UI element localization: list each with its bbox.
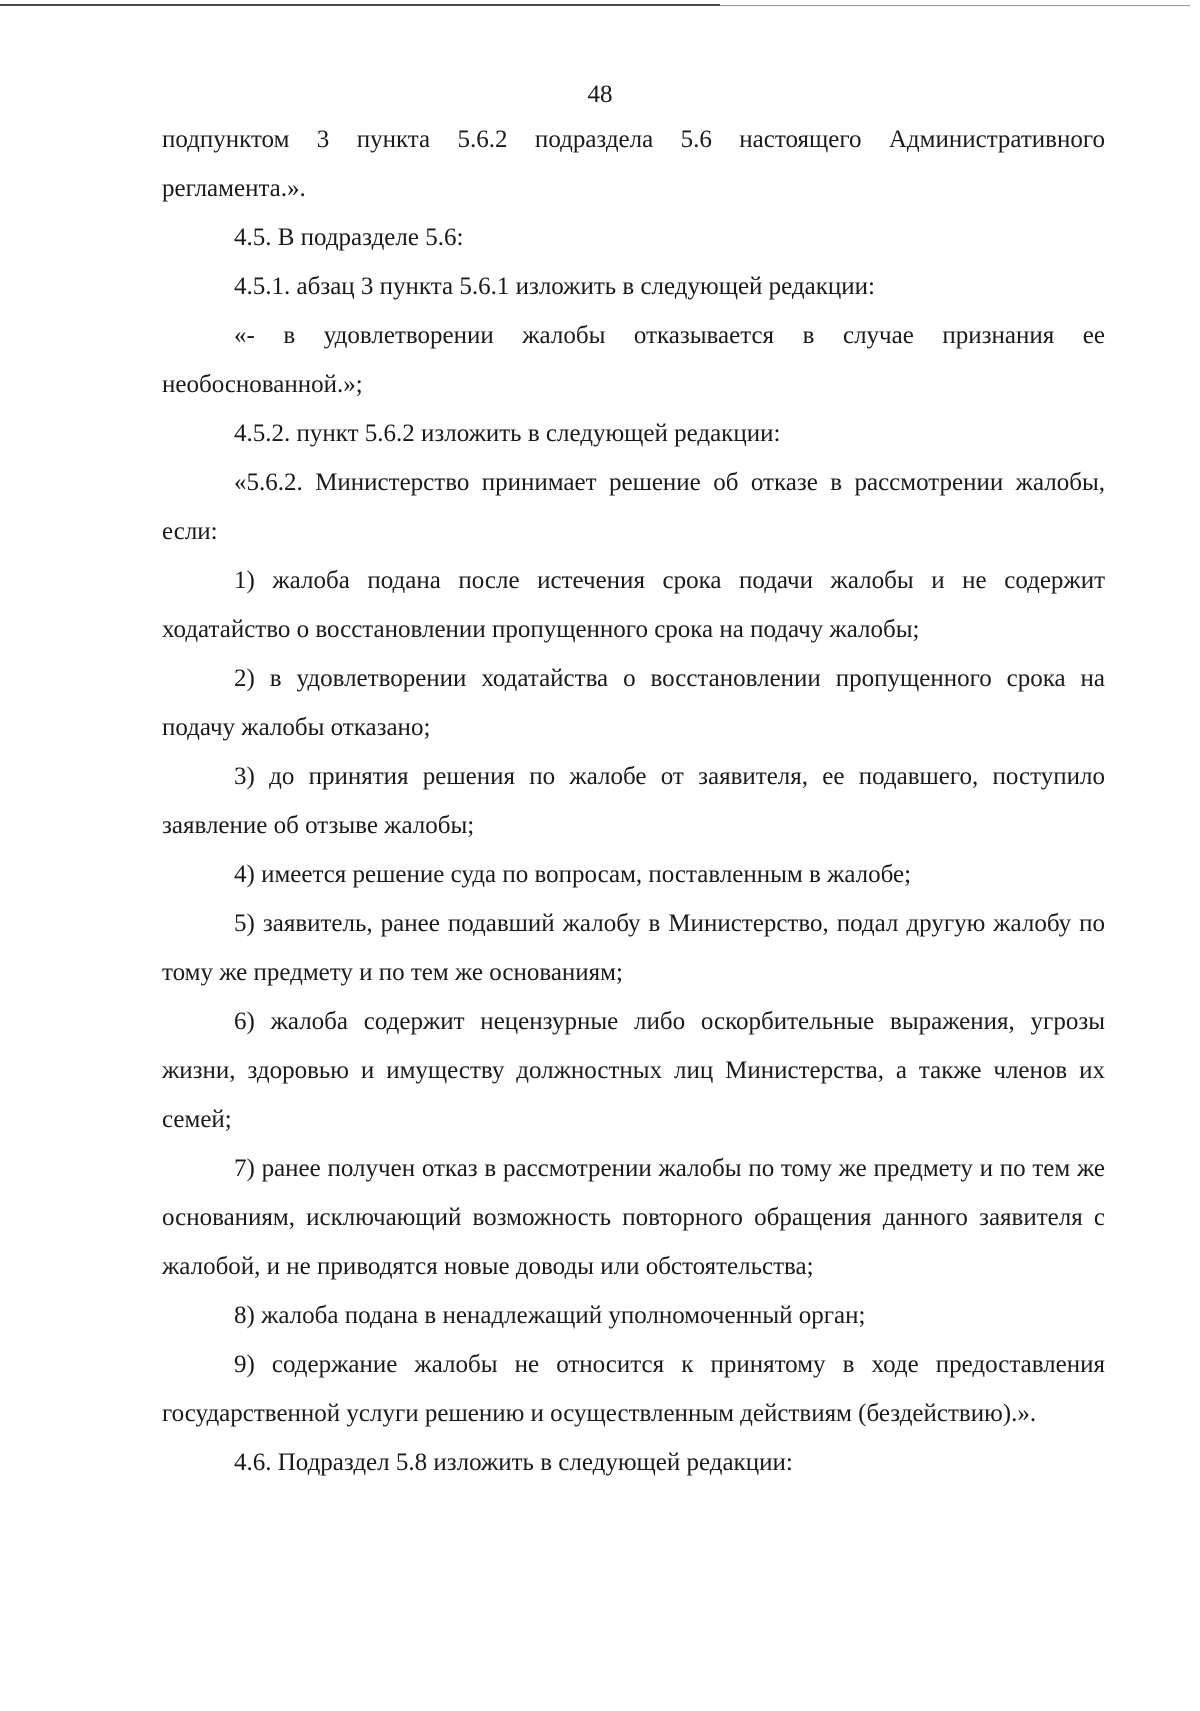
paragraph-5-6-2: «5.6.2. Министерство принимает решение об отказе в рассмотрении жалобы, если: bbox=[162, 469, 1105, 545]
list-item-1: 1) жалоба подана после истечения срока подачи жалобы и не содержит ходатайство о восстановлении пропущенного срока на подачу жалобы; bbox=[162, 567, 1105, 643]
list-item-8: 8) жалоба подана в ненадлежащий уполномоченный орган; bbox=[234, 1302, 866, 1329]
paragraph-section-4-6: 4.6. Подраздел 5.8 изложить в следующей редакции: bbox=[234, 1449, 793, 1476]
paragraph-continuation: подпунктом 3 пункта 5.6.2 подраздела 5.6 настоящего Административного регламента.». bbox=[162, 126, 1105, 202]
scan-top-edge-line-faint bbox=[720, 5, 1190, 6]
list-item-2: 2) в удовлетворении ходатайства о восстановлении пропущенного срока на подачу жалобы отказано; bbox=[162, 665, 1105, 741]
paragraph-section-4-5: 4.5. В подразделе 5.6: bbox=[234, 224, 464, 251]
list-item-5: 5) заявитель, ранее подавший жалобу в Министерство, подал другую жалобу по тому же предмету и по тем же основаниям; bbox=[162, 910, 1105, 986]
page-number: 48 bbox=[587, 81, 613, 108]
scan-top-edge-line bbox=[0, 4, 720, 6]
list-item-4: 4) имеется решение суда по вопросам, поставленным в жалобе; bbox=[234, 861, 912, 888]
document-body bbox=[162, 115, 1105, 1487]
paragraph-4-5-1: 4.5.1. абзац 3 пункта 5.6.1 изложить в следующей редакции: bbox=[234, 273, 875, 300]
paragraph-quoted-refusal: «- в удовлетворении жалобы отказывается в случае признания ее необоснованной.»; bbox=[162, 322, 1105, 398]
paragraph-4-5-2: 4.5.2. пункт 5.6.2 изложить в следующей редакции: bbox=[234, 420, 781, 447]
list-item-3: 3) до принятия решения по жалобе от заявителя, ее подавшего, поступило заявление об отзыве жалобы; bbox=[162, 763, 1105, 839]
list-item-9: 9) содержание жалобы не относится к принятому в ходе предоставления государственной услуги решению и осуществленным действиям (бездействию).». bbox=[162, 1351, 1105, 1427]
list-item-7: 7) ранее получен отказ в рассмотрении жалобы по тому же предмету и по тем же основаниям, исключающий возможность повторного обращения данного заявителя с жалобой, и не приводятся новые доводы или обстоятельства; bbox=[162, 1155, 1105, 1280]
list-item-6: 6) жалоба содержит нецензурные либо оскорбительные выражения, угрозы жизни, здоровью и имуществу должностных лиц Министерства, а также членов их семей; bbox=[162, 1008, 1105, 1133]
